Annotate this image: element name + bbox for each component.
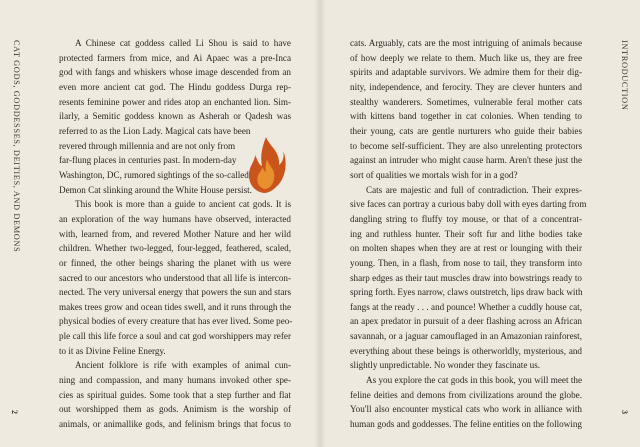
text-line: of how deeply we relate to them. Much like us, they are free — [350, 52, 582, 63]
text-line: Demon Cat slinking around the White House persist. — [59, 184, 252, 195]
flame-icon — [246, 135, 286, 195]
text-line: dangling string to fluffy toy mouse, or that of a concentrat- — [350, 213, 582, 224]
text-line: ple call this life force a soul and cat god worshippers may refer — [59, 331, 291, 342]
text-line: stealthy wanderers. Sometimes, vulnerable feral mother cats — [350, 96, 582, 107]
text-line: ing and ruthless hunter. Their soft fur and lithe bodies take — [350, 228, 582, 239]
text-line: young. Then, in a flash, from nose to tail, they transform into — [350, 257, 582, 268]
text-line: to it as Divine Feline Energy. — [59, 345, 166, 356]
gutter-shadow — [314, 0, 326, 447]
text-line: makes trees grow and ocean tides swell, and it runs through the — [59, 301, 291, 312]
text-line: cies as spiritual guides. Some took that a step further and flat — [59, 389, 291, 400]
text-line: As you explore the cat gods in this book, you will meet the — [366, 375, 582, 386]
text-line: animals, or animallike gods, and felinism brings that focus to — [59, 419, 291, 430]
text-line: protected farmers from mice, and Ai Apaec was a pre-Inca — [59, 52, 291, 63]
text-line: spring forth. Eyes narrow, claws outstretch, lips draw back with — [350, 287, 583, 298]
text-line: children. Whether two-legged, four-legged, feathered, scaled, — [59, 243, 291, 254]
text-line: sacred to our ancestors who understood that all life is intercon- — [59, 272, 291, 283]
text-line: even more ancient cat god. The Hindu goddess Durga rep- — [59, 81, 291, 92]
text-line: nity, independence, and ferocity. They are clever hunters and — [350, 81, 582, 92]
text-line: against an intruder who might cause harm. Aren't these just the — [350, 155, 582, 166]
left-page-number: 2 — [10, 410, 19, 414]
text-line: You'll also encounter mystical cats who work in alliance with — [350, 404, 582, 415]
text-line: with kittens band together in cat colonies. When tending to — [350, 111, 582, 122]
text-line: nected. The very universal energy that powers the sun and stars — [59, 287, 291, 298]
text-line: everything about these beings is otherworldly, mysterious, and — [350, 345, 582, 356]
text-line: Ancient folklore is rife with examples of animal cun- — [75, 360, 291, 371]
text-line: or finned, the other beings sharing the planet with us were — [59, 257, 291, 268]
text-line: human gods and goddesses. The feline entities on the following — [350, 419, 582, 430]
text-line: sharp edges as their taut muscles draw into bowstrings ready to — [350, 272, 582, 283]
left-running-head: CAT GODS, GODDESSES, DEITIES, AND DEMONS — [12, 40, 21, 253]
text-line: resents feminine power and rides atop an enchanted lion. Sim- — [59, 96, 291, 107]
text-line: an exploration of the way humans have observed, interacted — [59, 213, 291, 224]
text-line: fangs at the ready . . . and pounce! Whether a cuddly house cat, — [350, 301, 582, 312]
text-line: Washington, DC, rumored sightings of the so-called — [59, 169, 249, 180]
right-running-head: INTRODUCTION — [620, 40, 629, 111]
text-line: their young, cats are gentle nurturers who guide their babies — [350, 125, 582, 136]
text-line: cats. Arguably, cats are the most intriguing of animals because — [350, 38, 582, 48]
text-line: referred to as the Lion Lady. Magical cats have been — [59, 125, 251, 136]
text-line: out worshipped them as gods. Animism is the worship of — [59, 404, 291, 415]
text-line: sive faces can portray a curious baby doll with eyes darting from — [350, 199, 587, 210]
text-line: physical bodies of every creature that has ever lived. Some peo- — [59, 316, 293, 327]
text-line: far-flung places in centuries past. In modern-day — [59, 155, 237, 166]
right-page-number: 3 — [620, 410, 629, 414]
text-line: This book is more than a guide to ancient cat gods. It is — [75, 199, 291, 210]
text-line: spirits and adaptable survivors. We admire them for their dig- — [350, 67, 582, 78]
text-line: feline deities and demons from civilizations around the globe. — [350, 389, 582, 400]
text-line: savannah, or a jaguar camouflaged in an Amazonian rainforest, — [350, 331, 582, 342]
text-line: sort of qualities we mortals wish for in a god? — [350, 169, 518, 180]
text-line: A Chinese cat goddess called Li Shou is said to have — [75, 38, 291, 48]
text-line: revered through millennia and are not only from — [59, 140, 236, 151]
left-body-text — [59, 36, 291, 432]
text-line: to become self-sufficient. They are also unrelenting protectors — [350, 140, 582, 151]
right-body-text — [350, 36, 587, 432]
text-line: god with fangs and whiskers whose image descended from an — [59, 67, 291, 78]
text-line: ning and compassion, and many humans invoked other spe- — [59, 375, 291, 386]
text-line: ilarly, a Semitic goddess known as Asherah or Qadesh was — [59, 111, 291, 122]
text-line: with, learned from, and revered Mother Nature and her wild — [59, 228, 291, 239]
text-line: slightly unpredictable. No wonder they fascinate us. — [350, 360, 541, 371]
text-line: an apex predator in pursuit of a deer flashing across an African — [350, 316, 582, 327]
text-line: on molten shapes when they are at rest or lounging with their — [350, 243, 582, 254]
text-line: Cats are majestic and full of contradiction. Their expres- — [366, 184, 582, 195]
